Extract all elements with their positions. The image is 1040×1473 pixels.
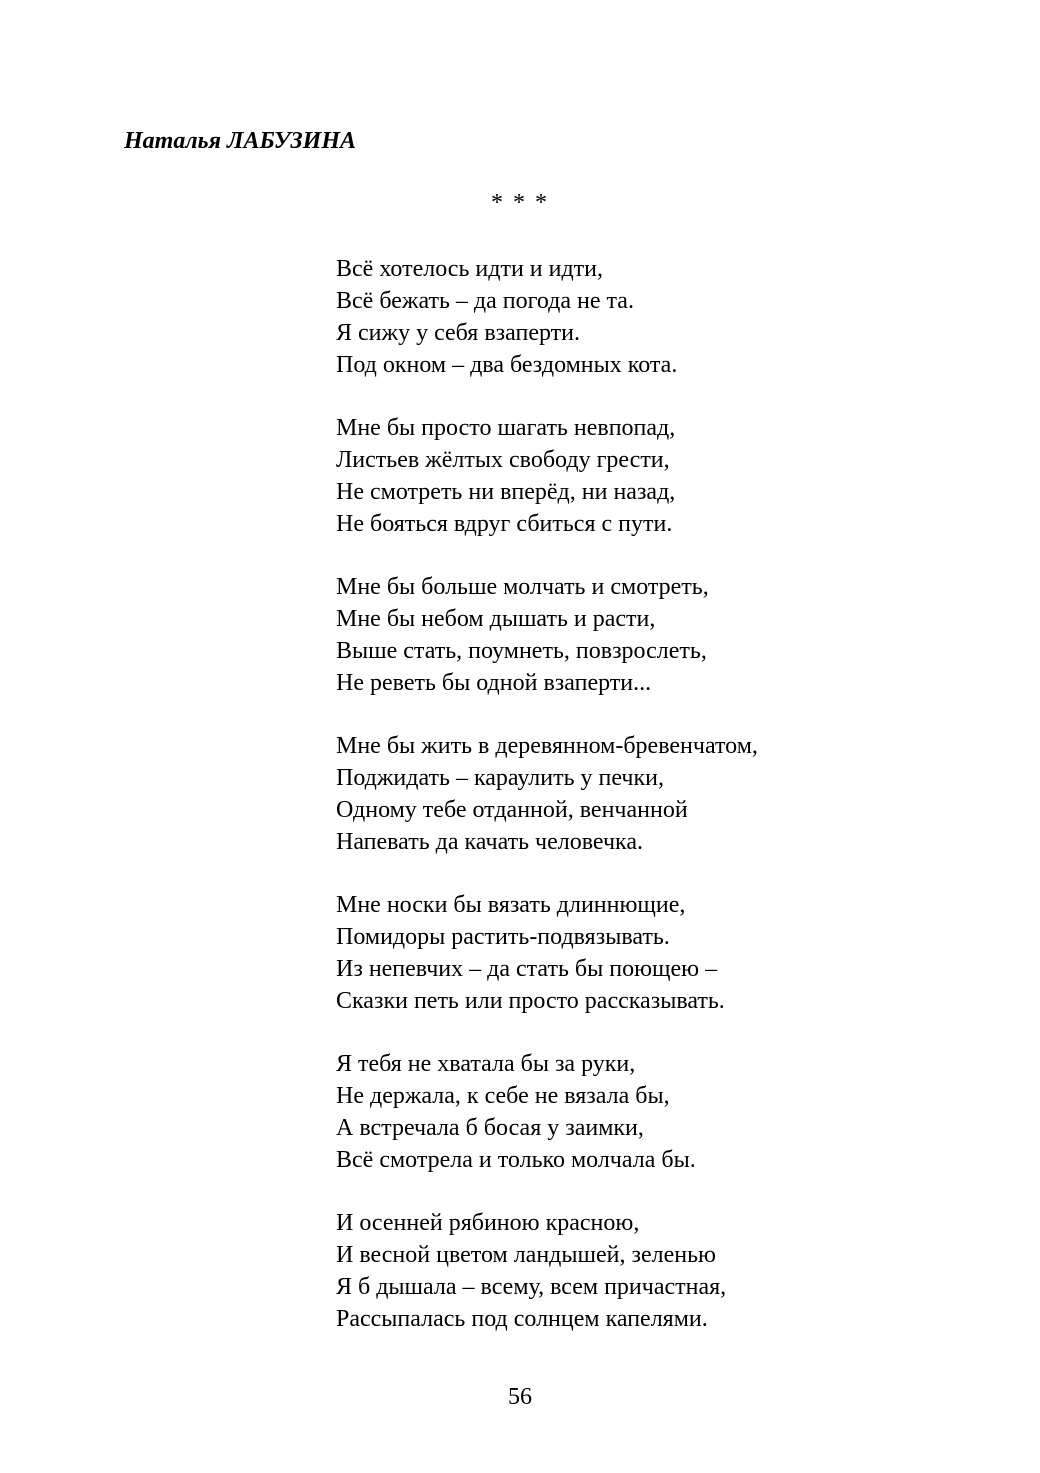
stanza-4 xyxy=(336,730,758,858)
poem-line: И осенней рябиною красною, xyxy=(336,1210,640,1236)
poem-line: Помидоры растить-подвязывать. xyxy=(336,924,670,950)
poem-line: Мне бы больше молчать и смотреть, xyxy=(336,574,709,600)
poem-line: Не держала, к себе не вязала бы, xyxy=(336,1083,670,1109)
stanza-7 xyxy=(336,1207,758,1335)
poem-line: Сказки петь или просто рассказывать. xyxy=(336,988,725,1014)
poem-line: Не реветь бы одной взаперти... xyxy=(336,670,652,696)
poem-line: Не смотреть ни вперёд, ни назад, xyxy=(336,479,676,505)
poem-line: Напевать да качать человечка. xyxy=(336,829,643,855)
poem-line: Я сижу у себя взаперти. xyxy=(336,320,580,346)
poem-line: Одному тебе отданной, венчанной xyxy=(336,797,688,823)
poem-body xyxy=(336,253,758,1335)
poem-line: Всё бежать – да погода не та. xyxy=(336,288,634,314)
poem-line: Мне бы просто шагать невпопад, xyxy=(336,415,676,441)
poem-line: Мне носки бы вязать длиннющие, xyxy=(336,892,686,918)
poem-line: И весной цветом ландышей, зеленью xyxy=(336,1242,716,1268)
poem-line: Листьев жёлтых свободу грести, xyxy=(336,447,670,473)
poem-line: А встречала б босая у заимки, xyxy=(336,1115,644,1141)
stanza-5 xyxy=(336,889,758,1017)
stanza-6 xyxy=(336,1048,758,1176)
poem-line: Рассыпалась под солнцем капелями. xyxy=(336,1306,708,1332)
author-name: Наталья ЛАБУЗИНА xyxy=(124,128,356,154)
stanza-3 xyxy=(336,571,758,699)
poem-line: Под окном – два бездомных кота. xyxy=(336,352,678,378)
stanza-separator: * * * xyxy=(491,190,549,216)
poem-line: Я б дышала – всему, всем причастная, xyxy=(336,1274,727,1300)
poem-line: Не бояться вдруг сбиться с пути. xyxy=(336,511,673,537)
page-number: 56 xyxy=(508,1384,532,1410)
poem-line: Мне бы небом дышать и расти, xyxy=(336,606,656,632)
poem-line: Я тебя не хватала бы за руки, xyxy=(336,1051,636,1077)
poem-line: Всё смотрела и только молчала бы. xyxy=(336,1147,696,1173)
poem-line: Всё хотелось идти и идти, xyxy=(336,256,604,282)
poem-line: Поджидать – караулить у печки, xyxy=(336,765,665,791)
stanza-2 xyxy=(336,412,758,540)
poem-line: Из непевчих – да стать бы поющею – xyxy=(336,956,718,982)
poem-line: Мне бы жить в деревянном-бревенчатом, xyxy=(336,733,758,759)
stanza-1 xyxy=(336,253,758,381)
poem-line: Выше стать, поумнеть, повзрослеть, xyxy=(336,638,707,664)
